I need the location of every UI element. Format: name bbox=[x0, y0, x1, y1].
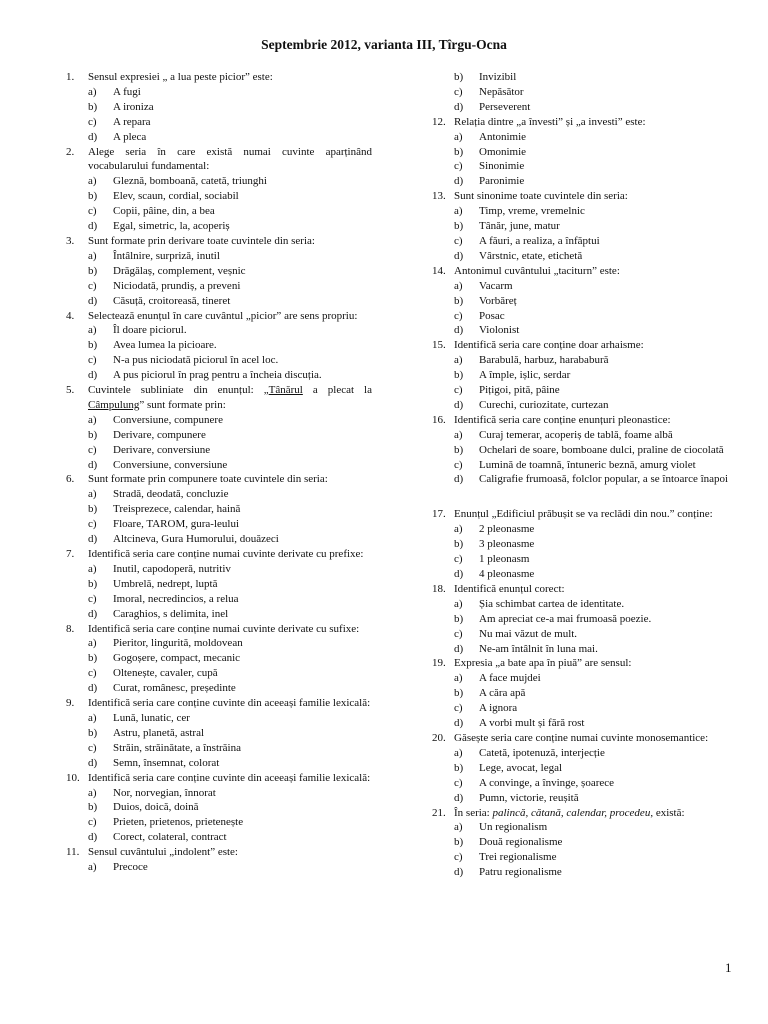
question bbox=[66, 771, 372, 786]
answer-option: b) Am apreciat ce-a mai frumoasă poezie. bbox=[454, 612, 652, 625]
answer-option: c) Oltenește, cavaler, cupă bbox=[88, 667, 218, 680]
question-number: 11. bbox=[66, 846, 80, 859]
answer-option: d) A pus piciorul în prag pentru a încheia discuția. bbox=[88, 369, 322, 382]
answer-option: c) Sinonimie bbox=[454, 160, 525, 173]
answer-option: b) Omonimie bbox=[454, 145, 527, 158]
question-number: 17. bbox=[432, 508, 446, 521]
question-number: 21. bbox=[432, 806, 446, 819]
page-title: Septembrie 2012, varianta III, Tîrgu-Ocna bbox=[261, 37, 507, 52]
answer-option: d) Altcineva, Gura Humorului, douăzeci bbox=[88, 533, 279, 546]
question-number: 4. bbox=[66, 309, 75, 322]
answer-option: a) Timp, vreme, vremelnic bbox=[454, 205, 585, 218]
answer-option: a) Șia schimbat cartea de identitate. bbox=[454, 597, 625, 610]
answer-option: b) Duios, doică, doină bbox=[88, 801, 199, 814]
question bbox=[66, 309, 372, 324]
question-text: Relația dintre „a învesti” și „a investi” este: bbox=[454, 115, 646, 128]
question-text: Alege seria în care există numai cuvinte aparținând vocabularului fundamental: bbox=[88, 145, 372, 173]
answer-option: d) Vârstnic, etate, etichetă bbox=[454, 249, 583, 262]
question-number: 13. bbox=[432, 190, 446, 203]
answer-option: d) Pumn, victorie, reușită bbox=[454, 791, 579, 804]
answer-option: a) Barabulă, harbuz, harababură bbox=[454, 354, 609, 367]
underlined-word: Tânărul bbox=[268, 384, 303, 397]
answer-option: c) Trei regionalisme bbox=[454, 851, 557, 864]
question-number: 7. bbox=[66, 548, 75, 560]
answer-option: a) Curaj temerar, acoperiș de tablă, foame albă bbox=[454, 428, 673, 441]
question bbox=[432, 264, 734, 279]
answer-option: b) Elev, scaun, cordial, sociabil bbox=[88, 190, 239, 203]
answer-option: b) Avea lumea la picioare. bbox=[88, 339, 217, 352]
answer-option: b) Drăgălaș, complement, veșnic bbox=[88, 264, 246, 277]
question-text: Sunt sinonime toate cuvintele din seria: bbox=[454, 190, 628, 203]
answer-option: c) Pițigoi, pită, pâine bbox=[454, 384, 560, 397]
answer-option: d) Conversiune, conversiune bbox=[88, 458, 228, 471]
answer-option: d) Patru regionalisme bbox=[454, 866, 562, 879]
answer-option: c) N-a pus niciodată piciorul în acel loc. bbox=[88, 354, 279, 367]
answer-option: d) Violonist bbox=[454, 324, 520, 337]
question bbox=[66, 845, 372, 860]
answer-option: a) Nor, norvegian, înnorat bbox=[88, 786, 216, 799]
question-text: Expresia „a bate apa în piuă” are sensul: bbox=[454, 657, 632, 670]
answer-option: b) Astru, planetă, astral bbox=[88, 726, 205, 739]
answer-option: a) Gleznă, bomboană, catetă, triunghi bbox=[88, 175, 267, 188]
spacer bbox=[432, 487, 734, 507]
answer-option: c) A ignora bbox=[454, 702, 518, 715]
question-text: Identifică seria care conține cuvinte din aceeași familie lexicală: bbox=[88, 771, 371, 784]
answer-option: b) A ironiza bbox=[88, 100, 154, 113]
answer-option: b) Derivare, compunere bbox=[88, 428, 206, 441]
answer-option: a) Precoce bbox=[88, 861, 148, 874]
answer-option: a) 2 pleonasme bbox=[454, 523, 535, 536]
question-text: Identifică seria care conține cuvinte din aceeași familie lexicală: bbox=[88, 697, 371, 710]
answer-option: a) A fugi bbox=[88, 85, 141, 98]
question bbox=[432, 189, 734, 204]
answer-option: c) Niciodată, prundiș, a preveni bbox=[88, 279, 241, 292]
answer-option: d) Paronimie bbox=[454, 175, 525, 188]
answer-option: a) Îl doare piciorul. bbox=[88, 324, 187, 337]
page-number: 1 bbox=[725, 960, 732, 975]
question-number: 2. bbox=[66, 145, 75, 158]
question-number: 8. bbox=[66, 622, 75, 635]
question bbox=[432, 338, 734, 353]
question-text: Identifică seria care conține numai cuvinte derivate cu prefixe: bbox=[88, 548, 364, 560]
right-column bbox=[432, 70, 734, 880]
answer-option: a) Pieritor, lingurită, moldovean bbox=[88, 637, 243, 650]
question bbox=[432, 656, 734, 671]
answer-option: b) Umbrelă, nedrept, luptă bbox=[88, 577, 218, 590]
answer-option: a) Vacarm bbox=[454, 279, 513, 292]
question bbox=[66, 70, 372, 85]
answer-option: d) 4 pleonasme bbox=[454, 568, 535, 580]
answer-option: c) Nu mai văzut de mult. bbox=[454, 627, 578, 640]
answer-option: c) Posac bbox=[454, 309, 505, 322]
question-number: 9. bbox=[66, 697, 75, 710]
answer-option: a) Catetă, ipotenuză, interjecție bbox=[454, 746, 605, 759]
question bbox=[432, 115, 734, 130]
question-number: 10. bbox=[66, 771, 80, 784]
answer-option: a) Conversiune, compunere bbox=[88, 413, 223, 426]
question-text: Antonimul cuvântului „taciturn” este: bbox=[454, 264, 620, 277]
answer-option: d) A vorbi mult și fără rost bbox=[454, 717, 585, 730]
question-text: Identifică enunțul corect: bbox=[454, 582, 565, 595]
question-text: Sensul expresiei „ a lua peste picior” este: bbox=[88, 71, 273, 83]
question-number: 18. bbox=[432, 582, 446, 595]
answer-option: c) Nepăsător bbox=[454, 85, 524, 98]
question bbox=[432, 582, 734, 597]
question bbox=[432, 507, 734, 522]
answer-option: a) A face mujdei bbox=[454, 672, 541, 685]
answer-option: c) A convinge, a învinge, șoarece bbox=[454, 776, 615, 789]
question-number: 14. bbox=[432, 264, 446, 277]
question-text: În seria: palincă, cătană, calendar, procedeu, există: bbox=[454, 806, 685, 819]
question-number: 6. bbox=[66, 473, 75, 486]
italic-words: palincă, cătană, calendar, procedeu bbox=[492, 806, 651, 819]
answer-option: b) Invizibil bbox=[454, 71, 517, 83]
answer-option: c) Lumină de toamnă, întuneric beznă, amurg violet bbox=[454, 458, 696, 471]
question-text: Sunt formate prin compunere toate cuvintele din seria: bbox=[88, 473, 328, 486]
question bbox=[66, 547, 372, 562]
answer-option: b) Tânăr, june, matur bbox=[454, 220, 560, 233]
question-text: Identifică seria care conține enunțuri pleonastice: bbox=[454, 413, 671, 426]
answer-option: b) Ochelari de soare, bomboane dulci, praline de ciocolată bbox=[454, 443, 724, 456]
answer-option: c) Copii, pâine, din, a bea bbox=[88, 205, 215, 218]
question-number: 1. bbox=[66, 71, 75, 83]
question-number: 19. bbox=[432, 657, 446, 670]
answer-option: d) Perseverent bbox=[454, 100, 531, 113]
question-text: Cuvintele subliniate din enunțul: „Tânărul a plecat la Câmpulung” sunt formate prin: bbox=[88, 384, 372, 411]
answer-option: d) Corect, colateral, contract bbox=[88, 831, 227, 844]
question-text: Găsește seria care conține numai cuvinte monosemantice: bbox=[454, 731, 709, 744]
question-text: Identifică seria care conține doar arhaisme: bbox=[454, 339, 644, 352]
question bbox=[432, 731, 734, 746]
question-number: 5. bbox=[66, 384, 75, 397]
answer-option: b) Lege, avocat, legal bbox=[454, 761, 563, 774]
question-text: Enunțul „Edificiul prăbușit se va reclădi din nou.” conține: bbox=[454, 508, 713, 521]
answer-option: c) Imoral, necredincios, a relua bbox=[88, 592, 239, 605]
answer-option: c) Prieten, prietenos, prietenește bbox=[88, 816, 244, 829]
left-column bbox=[66, 70, 372, 875]
answer-option: b) Treisprezece, calendar, haină bbox=[88, 503, 241, 516]
answer-option: b) 3 pleonasme bbox=[454, 538, 535, 551]
answer-option: d) Egal, simetric, la, acoperiș bbox=[88, 220, 230, 233]
question bbox=[66, 622, 372, 637]
answer-option: d) Caligrafie frumoasă, folclor popular, a se întoarce înapoi bbox=[454, 473, 729, 486]
answer-option: a) Lună, lunatic, cer bbox=[88, 711, 190, 724]
answer-option: b) A căra apă bbox=[454, 687, 526, 700]
answer-option: d) Căsuță, croitoreasă, tineret bbox=[88, 294, 231, 307]
answer-option: b) Două regionalisme bbox=[454, 836, 563, 849]
answer-option: d) Curat, românesc, președinte bbox=[88, 682, 236, 695]
question-number: 20. bbox=[432, 731, 446, 744]
answer-option: c) A făuri, a realiza, a înfăptui bbox=[454, 234, 600, 247]
answer-option: a) Antonimie bbox=[454, 130, 527, 143]
question-number: 15. bbox=[432, 339, 446, 352]
question-text: Sunt formate prin derivare toate cuvintele din seria: bbox=[88, 234, 315, 247]
question-text: Identifică seria care conține numai cuvinte derivate cu sufixe: bbox=[88, 622, 360, 635]
answer-option: d) A pleca bbox=[88, 130, 147, 143]
question bbox=[66, 234, 372, 249]
answer-option: c) Floare, TAROM, gura-leului bbox=[88, 518, 240, 531]
answer-option: a) Întâlnire, surpriză, inutil bbox=[88, 249, 220, 262]
question-number: 3. bbox=[66, 234, 75, 247]
answer-option: d) Curechi, curiozitate, curtezan bbox=[454, 398, 609, 411]
answer-option: c) 1 pleonasm bbox=[454, 553, 530, 566]
answer-option: b) Vorbăreț bbox=[454, 294, 517, 307]
answer-option: a) Inutil, capodoperă, nutritiv bbox=[88, 562, 231, 575]
question bbox=[66, 696, 372, 711]
question-text: Selectează enunțul în care cuvântul „picior” are sens propriu: bbox=[88, 309, 358, 322]
question-text: Sensul cuvântului „indolent” este: bbox=[88, 846, 238, 859]
answer-option: d) Ne-am întâlnit în luna mai. bbox=[454, 642, 598, 655]
answer-option: a) Stradă, deodată, concluzie bbox=[88, 488, 229, 501]
underlined-word: Câmpulung bbox=[88, 398, 140, 411]
question bbox=[66, 383, 372, 413]
answer-option: a) Un regionalism bbox=[454, 821, 548, 834]
question-number: 12. bbox=[432, 115, 446, 128]
answer-option: b) A împle, ișlic, serdar bbox=[454, 369, 571, 382]
answer-option: c) Străin, străinătate, a înstrăina bbox=[88, 741, 241, 754]
answer-option: c) Derivare, conversiune bbox=[88, 443, 211, 456]
question bbox=[432, 413, 734, 428]
answer-option: d) Semn, însemnat, colorat bbox=[88, 756, 220, 769]
question bbox=[432, 806, 734, 821]
question bbox=[66, 145, 372, 175]
answer-option: d) Caraghios, s delimita, inel bbox=[88, 607, 229, 620]
answer-option: b) Gogoșere, compact, mecanic bbox=[88, 652, 241, 665]
question bbox=[66, 472, 372, 487]
answer-option: c) A repara bbox=[88, 115, 151, 128]
question-number: 16. bbox=[432, 413, 446, 426]
